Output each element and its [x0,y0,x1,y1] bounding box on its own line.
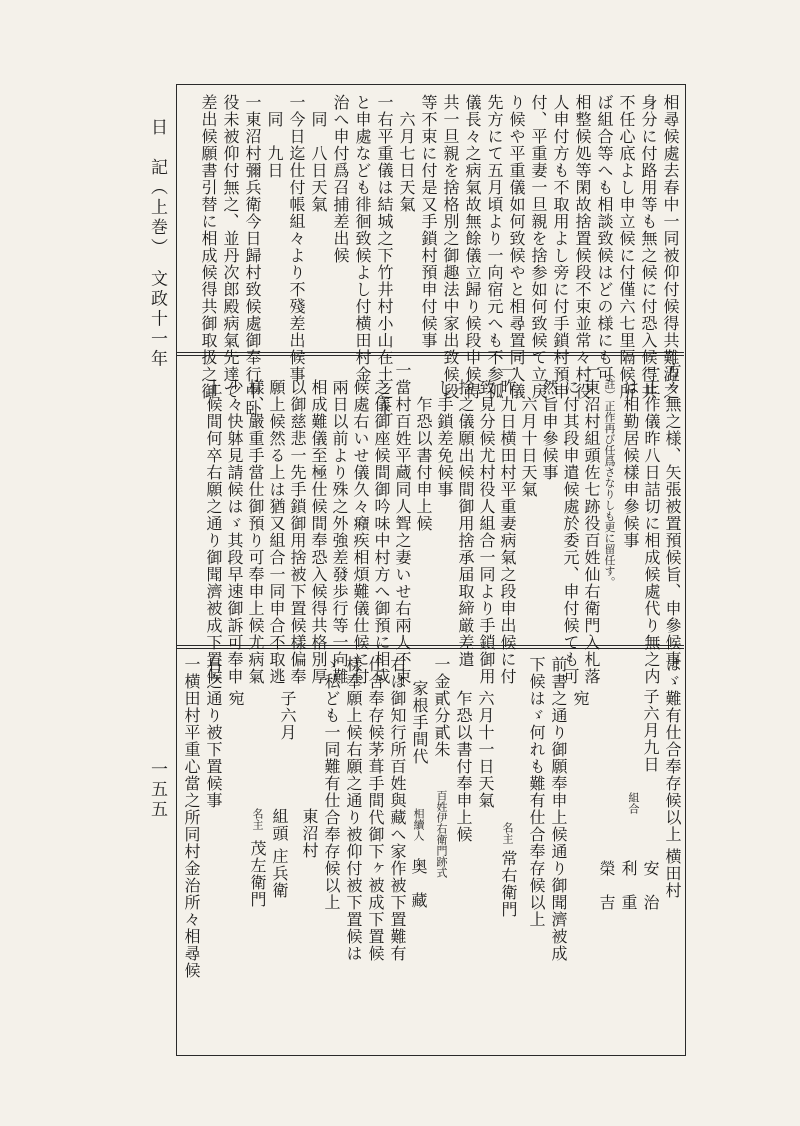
running-header: 日 記（上巻） 文政十一年 [147,118,167,370]
nanushi-name: 常右衛門 [499,850,518,918]
middle-line: 之儀御座候間御吟味中村方へ御預に相成 [372,362,391,685]
middle-line: 少々快躰見請候はゞ其段早速御訴可奉申 [225,362,244,685]
signer-role: 組頭 [270,808,289,842]
middle-line: 候處右いせ儀久々癪疾相煩難儀仕候に付 [351,362,370,685]
top-line: 付、平重妻一旦親を捨参如何致候て立戻 [529,94,548,400]
top-line: と申處なども徘徊致候よし付横田村金 [353,94,372,383]
page-number: 一五五 [147,760,167,820]
middle-line: 一當村百姓平蔵同人聟之妻いせ右兩人不束 [393,362,412,685]
top-line: 先方にて五月頃より一向宿元へも不参孤 [485,94,504,400]
editor-note: （註）正作再び任爲さなりしも更に留任す。 [603,362,616,588]
middle-line: 致見分候尤村役人組合一同より手鎖御用 [477,362,496,685]
signer-name: 庄兵衛 [270,848,289,899]
date-entry: 同 八日天氣 [309,94,328,213]
bottom-line: 一金貳分貳朱 [432,656,451,758]
top-line: 共一旦親を捨格別之御趣法中家出致候段 [441,94,460,400]
middle-line: 方々無之様、矢張被置預候旨、申參候事 [663,362,682,668]
signer-village: 東沼村 [300,808,319,859]
top-line: 一右平重儀は結城之下竹井村小山在土之上 [375,94,394,417]
middle-line: 相成難儀至極仕候間奉恐入候得共格別厚 [309,362,328,685]
middle-line: 一東沼村組頭佐七跡役百姓仙右衛門入札落 [582,362,601,685]
document-date: 子六月九日 [641,688,660,773]
bottom-line: ゞ私ども一同難有仕合奉存候以上 [322,656,341,911]
top-line: 治へ申付爲召捕差出候 [331,94,350,264]
top-line: 不任心底よし申立候に付僅六七里隔候所 [617,94,636,400]
nanushi-label: 名主 [501,822,514,844]
middle-line: に付其段申遣候處於委元、申付候ても可 [561,362,580,685]
bottom-line: 右は御知行所百姓與藏へ家作被下置難有 [388,656,407,962]
bottom-line: 仕合奉存候茅葺手間代御下ヶ被成下置候 [366,656,385,962]
top-line: 相尋候處去春中一同被仰付候得共難澁之 [661,94,680,400]
top-line: 等不束に付是又手鎖村預申付候事 [419,94,438,349]
item-note: 百姓伊右衛門跡式 [435,790,448,878]
middle-line: 願上候然る上は猶又組合一同申合不取逃 [267,362,286,685]
middle-line: 一正作儀昨八日詰切に相成候處代り無之内 [642,362,661,685]
bottom-line: 家根手間代 [410,680,429,765]
top-line: 身分に付路用等も無之候に付恐入候得共 [639,94,658,400]
middle-line: 然旨申參候事 [540,362,559,481]
top-line: 一東沼村彌兵衛今日歸村致候處御奉行中卧 [243,94,262,417]
middle-line: 兩日以前より殊之外強差發歩行等一向難 [330,362,349,685]
top-line: り候や平重儀如何致候やと相尋置同人儀 [507,94,526,400]
signer-name: 利 重 [619,860,638,911]
top-line: 儀長々之病氣故無餘儀立歸り候段申候得 [463,94,482,400]
middle-line: 一昨九日横田村平重妻病氣之段申出候に付 [498,362,517,685]
top-line: 相整候処等閑故捨置候段不束並常々村役 [573,94,592,400]
signer-name: 榮 吉 [597,860,616,911]
signer-name: 茂左衛門 [248,840,267,908]
bottom-line: 右之通り被下置候事 [204,656,223,809]
middle-line: は相勤居候樣申參候事 [621,362,640,549]
signer-role: 組合 [627,792,640,814]
bottom-line: 樣奉願上候右願之通り被仰付被下置候は [344,656,363,962]
bottom-line: 下候はゞ何れも難有仕合奉存候以上 [527,656,546,928]
document-date: 子六月 [278,690,297,741]
petition-heading: 乍恐以書付奉申上候 [454,690,473,843]
signer-name: 安 治 [641,860,660,911]
middle-line: し手鎖差免候事 [435,362,454,498]
middle-line: 捨之儀願出候間御用捨承届取締厳差遣 [456,362,475,668]
heir-label: 相續人 [412,808,425,841]
signer-village: 横田村 [663,848,682,899]
middle-line: 以御慈悲一先手鎖御用捨被下置候樣偏奉 [288,362,307,685]
addressee: 宛 [226,690,245,707]
date-entry: 同 九日 [265,94,284,179]
bottom-line: はゞ難有仕合奉存候以上 [663,656,682,843]
date-entry: 六月十日天氣 [519,362,538,498]
date-entry: 六月十一日天氣 [476,690,495,809]
top-line: 役未被仰付無之、並丹次郎殿病氣先達て [221,94,240,400]
heir-name: 奥 藏 [409,858,428,909]
petition-heading: 乍恐以書付申上候 [414,362,433,532]
top-line: ば組合等へも相談致候はどの様にも可 [595,94,614,383]
middle-line: 上候間何卒右願之通り御聞濟被成下置候 [204,362,223,685]
middle-line: 樣、嚴重手當仕御預り可奉申上候尤病氣 [246,362,265,685]
top-line: 一今日迄仕付帳組々より不殘差出候事 [287,94,306,383]
bottom-line: 一横田村平重心當之所同村金治所々相尋候 [182,656,201,979]
top-line: 差出候願書引替に相成候得共御取扱之御 [199,94,218,400]
signer-role: 名主 [251,808,264,830]
bottom-line: 前書之通り御願奉申上候通り御聞濟被成 [549,656,568,962]
top-line: 人申付方も不取用よし旁に付手鎖村預申 [551,94,570,400]
addressee: 宛 [571,690,590,707]
date-entry: 六月七日天氣 [397,94,416,213]
